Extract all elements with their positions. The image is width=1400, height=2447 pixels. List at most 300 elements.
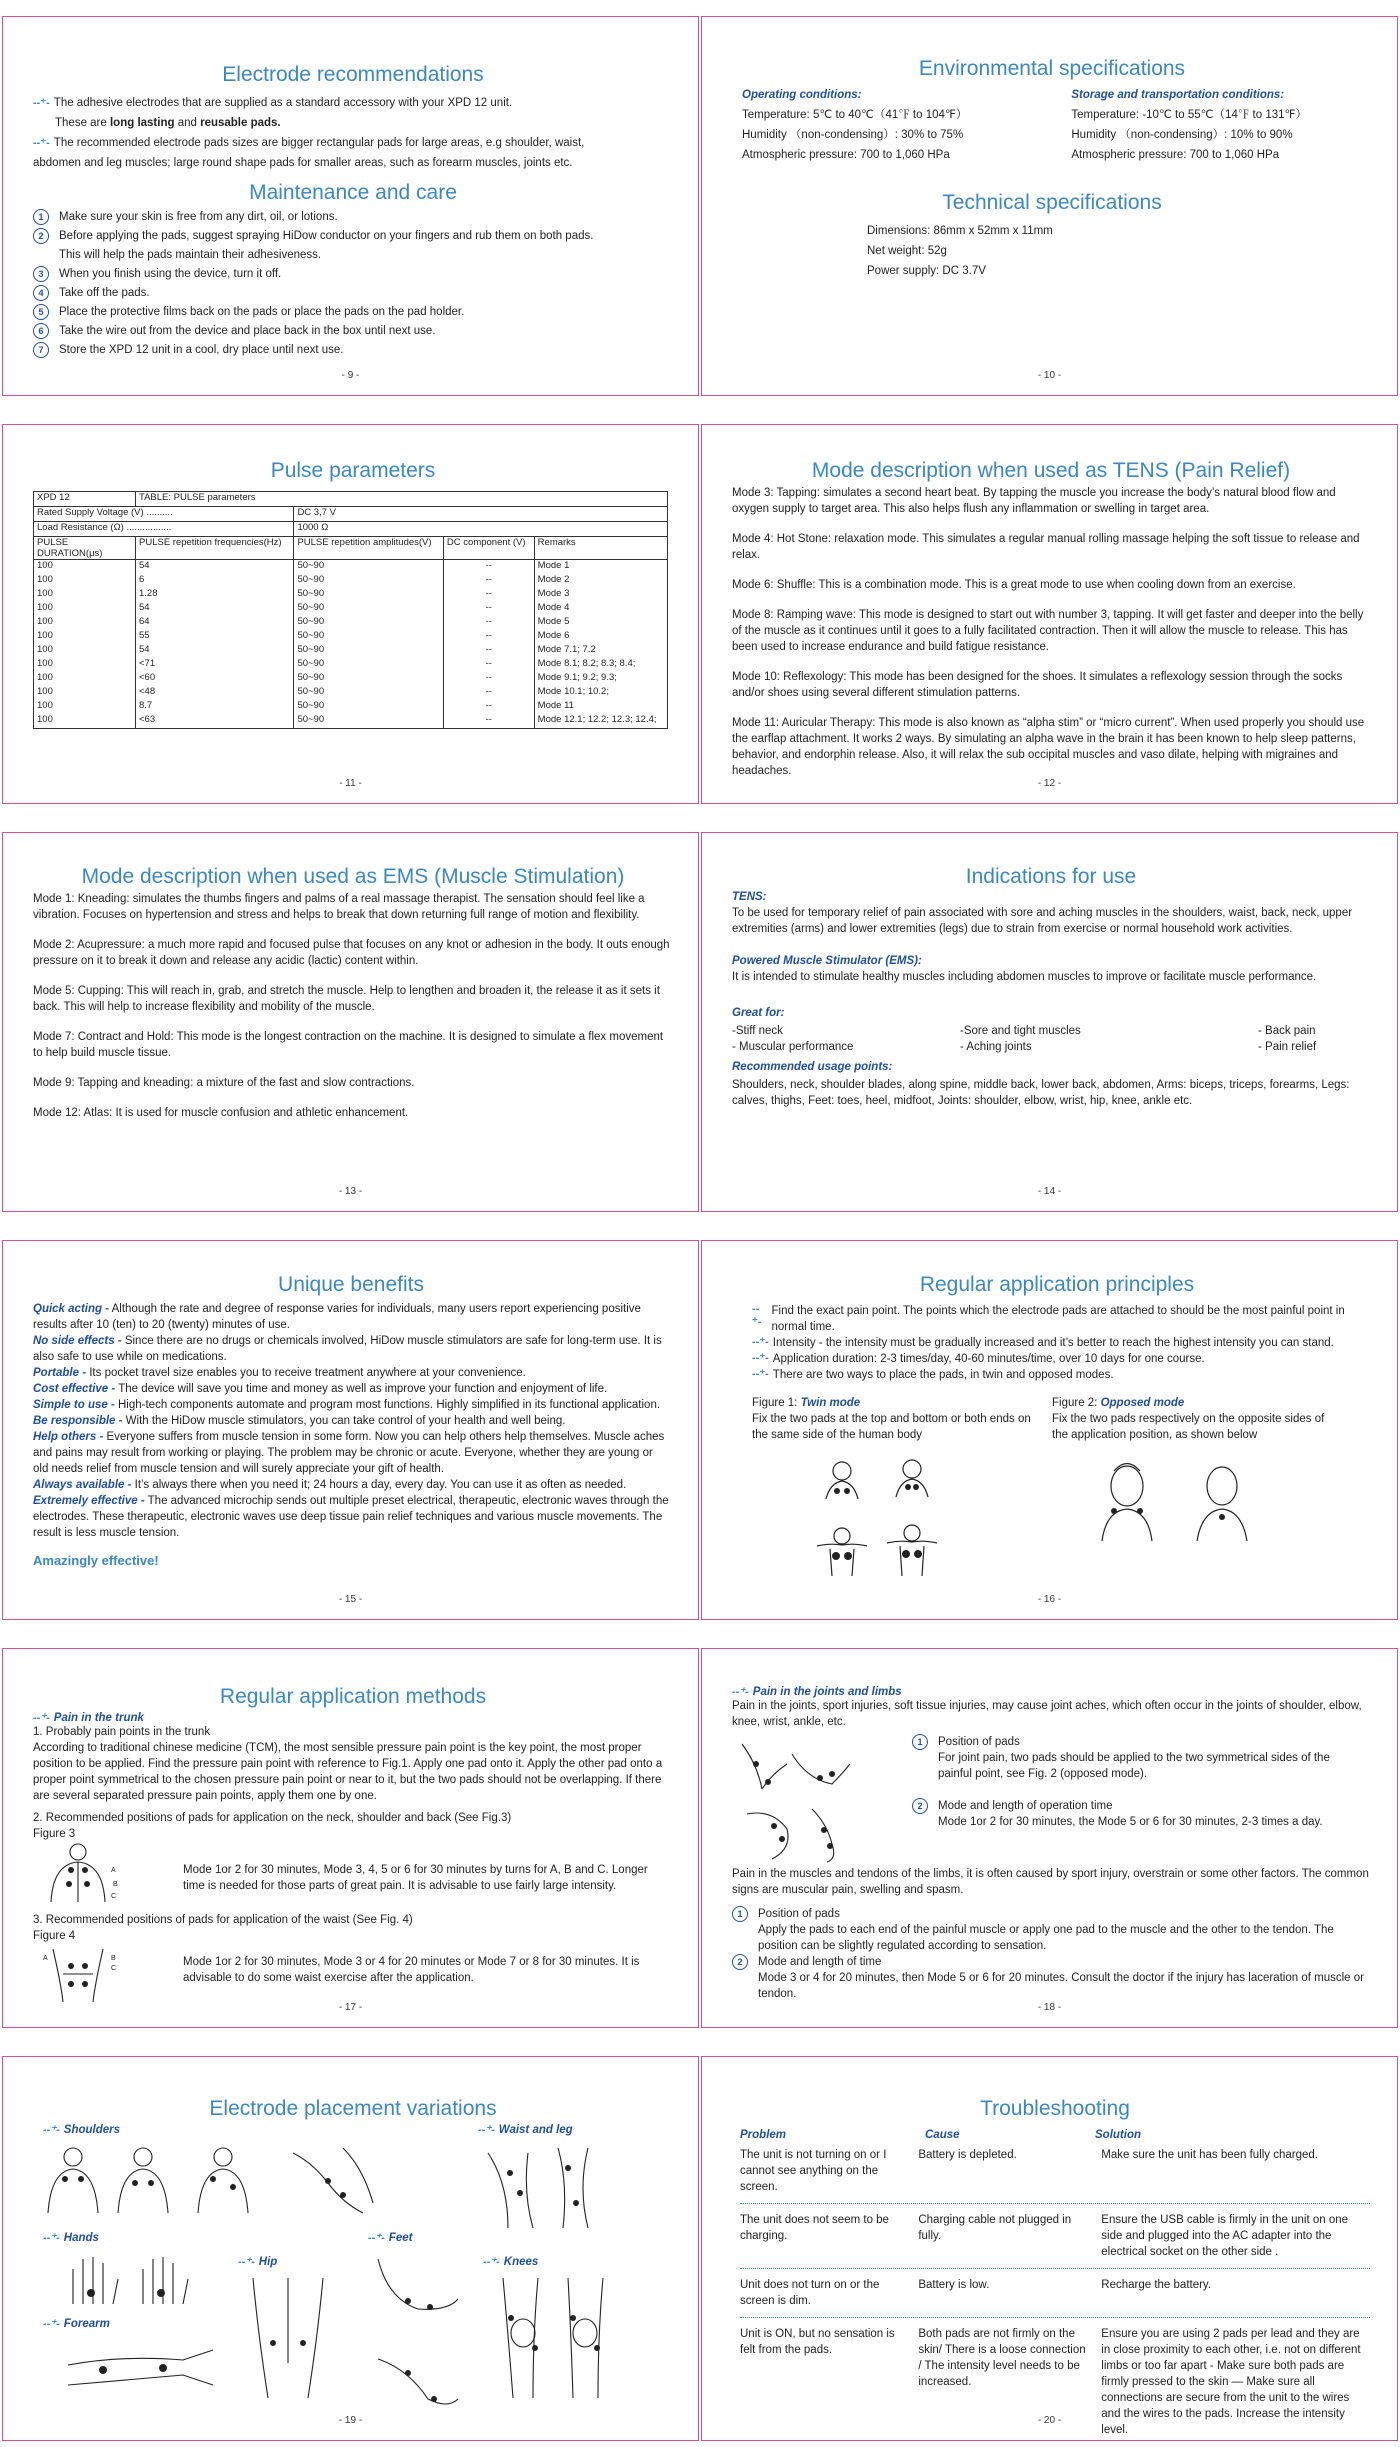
benefit-item xyxy=(33,1365,669,1381)
technical-title: Technical specifications xyxy=(942,191,1162,214)
table-cell: 50~90 xyxy=(294,560,443,575)
benefit-head: Simple to use - xyxy=(33,1399,115,1411)
step-number-icon: 6 xyxy=(33,323,49,339)
table-cell: Mode 12.1; 12.2; 12.3; 12.4; xyxy=(534,714,667,729)
benefit-head: Quick acting - xyxy=(33,1303,110,1315)
cell: DC 3,7 V xyxy=(294,507,668,522)
benefit-item xyxy=(33,1397,669,1413)
column-header: PULSE repetition amplitudes(V) xyxy=(294,537,443,560)
benefit-text: The advanced microchip sends out multiple preset electrical, therapeutic, electronic waves through the electrodes. These therapeutic, electronic waves use deep tissue pain relief techniques and various muscle movements. The result is less muscle tension. xyxy=(33,1495,669,1539)
maintenance-step xyxy=(33,247,673,263)
cell: XPD 12 xyxy=(34,492,136,507)
maintenance-step xyxy=(33,285,673,301)
table-cell: -- xyxy=(443,588,534,602)
step-text: Take off the pads. xyxy=(59,287,150,299)
usage-points-text: Shoulders, neck, shoulder blades, along spine, middle back, lower back, abdomen, Arms: biceps, triceps, forearms, Legs: calves, thighs, Feet: toes, heel, midfoot, Joints: shoulder, elbow, wrist, hip, knee, ankle etc. xyxy=(732,1079,1350,1107)
figure-4-label: Figure 4 xyxy=(33,1930,76,1942)
great-for-item: - Muscular performance xyxy=(732,1041,854,1053)
rec-line-1: --⁺- The adhesive electrodes that are supplied as a standard accessory with your XPD 12 unit. xyxy=(33,97,513,109)
mode-paragraph: Mode 12: Atlas: It is used for muscle confusion and athletic enhancement. xyxy=(33,1107,409,1119)
muscle-item-1: 1 Position of pads Apply the pads to each end of the painful muscle or apply one pad to the muscle and the other to the tendon. The position can be slightly regulated according to sensation. xyxy=(732,1906,1372,1954)
table-cell: 100 xyxy=(34,630,136,644)
environmental-title: Environmental specifications xyxy=(918,57,1186,80)
table-cell: Mode 9.1; 9.2; 9.3; xyxy=(534,672,667,686)
table-cell: Mode 8.1; 8.2; 8.3; 8.4; xyxy=(534,658,667,672)
table-cell: 100 xyxy=(34,714,136,729)
table-cell: 50~90 xyxy=(294,574,443,588)
table-cell: <63 xyxy=(136,714,294,729)
page-number: - 19 - xyxy=(338,2415,363,2426)
waist-leg-figures-icon xyxy=(478,2143,628,2233)
page-13 xyxy=(2,832,699,1212)
row-divider xyxy=(740,2268,1370,2269)
troubleshooting-header xyxy=(740,2129,1370,2141)
table-row xyxy=(34,700,668,714)
table-cell: 50~90 xyxy=(294,630,443,644)
mode-paragraph: Mode 10: Reflexology: This mode has been designed for the shoes. It simulates a reflexology session through the socks and/or shoes using several different stimulation patterns. xyxy=(732,671,1343,699)
mode-paragraph: Mode 5: Cupping: This will reach in, grab, and stretch the muscle. Help to lengthen and broaden it, the release it as it sets it back. This will help to increase flexibility and mobility of the muscle. xyxy=(33,985,660,1013)
benefit-item xyxy=(33,1333,669,1365)
maintenance-title: Maintenance and care xyxy=(249,181,457,204)
feet-label: --⁺- Feet xyxy=(368,2232,413,2244)
tens-head: TENS: xyxy=(732,891,767,903)
joint-figures-icon xyxy=(732,1734,872,1864)
step-text: Before applying the pads, suggest spraying HiDow conductor on your fingers and rub them on both pads. xyxy=(59,230,594,242)
benefit-text: Although the rate and degree of response varies for individuals, many users report experiencing positive results after 10 (ten) to 20 (twenty) minutes of use. xyxy=(33,1303,641,1331)
table-cell: 1.28 xyxy=(136,588,294,602)
table-row xyxy=(34,616,668,630)
trunk-l1-text: According to traditional chinese medicine (TCM), the most sensible pressure pain point is the key point, the most proper position to be applied. Find the pressure pain point with reference to Fig.1. Apply one pad onto it. Apply the other pad onto a proper point symmetrical to the chosen pressure pain point or near to it, but the two pads should not be overlapping. If there are several separated pressure pain points, apply them one by one. xyxy=(33,1742,663,1802)
table-row xyxy=(34,588,668,602)
table-cell: 50~90 xyxy=(294,602,443,616)
spec-dimensions: Dimensions: 86mm x 52mm x 11mm xyxy=(867,225,1053,237)
op-humidity: Humidity （non-condensing）: 30% to 75% xyxy=(742,129,964,141)
ems-text: It is intended to stimulate healthy muscles including abdomen muscles to improve or facilitate muscle performance. xyxy=(732,971,1317,983)
cross-bullet-icon: --⁺- xyxy=(33,97,50,109)
application-methods-title: Regular application methods xyxy=(219,1685,487,1708)
st-pressure: Atmospheric pressure: 700 to 1,060 HPa xyxy=(1071,149,1280,161)
figure-3-label: Figure 3 xyxy=(33,1828,76,1840)
rec-line-1b: These are long lasting and reusable pads. xyxy=(55,117,281,129)
figure-4-text: Mode 1or 2 for 30 minutes, Mode 3 or 4 for 20 minutes or Mode 7 or 8 for 30 minutes. It is advisable to do some waist exercise after the application. xyxy=(183,1956,640,1984)
cross-bullet-icon: --⁺- xyxy=(33,1712,50,1724)
unique-benefits-title: Unique benefits xyxy=(278,1273,424,1296)
mode-paragraph: Mode 8: Ramping wave: This mode is designed to start out with number 3, tapping. It will get faster and deeper into the belly of the muscle as it continues until it goes to a fully facilitated contraction. Then it will allow the muscle to release. This has been used to increase endurance and build fatigue resistance. xyxy=(732,609,1364,653)
table-cell: <48 xyxy=(136,686,294,700)
table-cell: 100 xyxy=(34,574,136,588)
table-cell: 100 xyxy=(34,602,136,616)
fig1-caption: Figure 1: Twin mode xyxy=(752,1397,861,1409)
troubleshooting-cell: Both pads are not firmly on the skin/ There is a loose connection / The intensity level needs to be increased. xyxy=(918,2328,1086,2388)
column-header: PULSE DURATION(μs) xyxy=(34,537,136,560)
benefit-head: Cost effective - xyxy=(33,1383,116,1395)
page-16 xyxy=(701,1240,1398,1620)
maintenance-step xyxy=(33,323,673,339)
table-header-row xyxy=(34,537,668,560)
troubleshooting-cell: The unit is not turning on or I cannot see anything on the screen. xyxy=(740,2149,887,2193)
benefit-item xyxy=(33,1429,669,1477)
table-cell: 100 xyxy=(34,672,136,686)
page-number: - 15 - xyxy=(338,1594,363,1605)
spec-power: Power supply: DC 3.7V xyxy=(867,265,986,277)
table-cell: Mode 10.1; 10.2; xyxy=(534,686,667,700)
table-cell: 100 xyxy=(34,644,136,658)
benefit-text: The device will save you time and money as well as improve your function and enjoyment of life. xyxy=(115,1383,608,1395)
cell: Load Resistance (Ω) ................. xyxy=(34,522,294,537)
page-number: - 10 - xyxy=(1037,370,1062,381)
table-cell: -- xyxy=(443,686,534,700)
number-1-icon: 1 xyxy=(732,1906,748,1922)
shoulders-figures-icon xyxy=(43,2143,423,2223)
step-number-icon: 7 xyxy=(33,342,49,358)
troubleshooting-cell: Charging cable not plugged in fully. xyxy=(918,2214,1072,2242)
page-number: - 14 - xyxy=(1037,1186,1062,1197)
indications-title: Indications for use xyxy=(965,865,1137,888)
table-cell: 50~90 xyxy=(294,714,443,729)
cross-bullet-icon: --⁺- xyxy=(752,1336,769,1348)
pulse-table xyxy=(33,491,668,729)
rec-line-2b: abdomen and leg muscles; large round shape pads for smaller areas, such as forearm muscles, joints etc. xyxy=(33,157,573,169)
operating-conditions-head: Operating conditions: xyxy=(742,89,862,101)
maintenance-step xyxy=(33,342,673,358)
hands-figures-icon xyxy=(63,2249,213,2309)
svg-text:B: B xyxy=(113,1881,118,1888)
benefit-text: It’s always there when you need it; 24 hours a day, every day. You can use it as often as needed. xyxy=(131,1479,627,1491)
step-text: Place the protective films back on the pads or place the pads on the pad holder. xyxy=(59,306,465,318)
page-14 xyxy=(701,832,1398,1212)
table-row xyxy=(34,574,668,588)
col-cause: Cause xyxy=(925,2129,960,2141)
troubleshooting-rows xyxy=(740,2147,1370,2438)
page-number: - 9 - xyxy=(341,370,360,381)
rec-line-2: --⁺- The recommended electrode pads sizes are bigger rectangular pads for large areas, e.g shoulder, waist, xyxy=(33,137,585,149)
cell: TABLE: PULSE parameters xyxy=(136,492,668,507)
trunk-l1: 1. Probably pain points in the trunk xyxy=(33,1726,211,1738)
benefit-item xyxy=(33,1477,669,1493)
cross-bullet-icon: --⁺- xyxy=(33,137,50,149)
table-cell: 100 xyxy=(34,560,136,575)
benefit-head: Always available - xyxy=(33,1479,132,1491)
great-for-row xyxy=(732,1023,1370,1039)
table-cell: Mode 7.1; 7.2 xyxy=(534,644,667,658)
shoulders-label: --⁺- Shoulders xyxy=(43,2124,121,2136)
table-cell: -- xyxy=(443,560,534,575)
svg-text:C: C xyxy=(111,1893,117,1900)
cross-bullet-icon: --⁺- xyxy=(732,1686,749,1698)
table-cell: 100 xyxy=(34,588,136,602)
table-row xyxy=(34,714,668,729)
maintenance-step xyxy=(33,209,673,225)
svg-text:B: B xyxy=(111,1955,116,1962)
joint-item-2: 2 Mode and length of operation time Mode 1or 2 for 30 minutes, the Mode 5 or 6 for 30 minutes, 2-3 times a day. xyxy=(912,1798,1362,1830)
principles-list xyxy=(752,1303,1362,1383)
ems-head: Powered Muscle Stimulator (EMS): xyxy=(732,955,922,967)
page-10 xyxy=(701,16,1398,396)
troubleshooting-cell: The unit does not seem to be charging. xyxy=(740,2214,889,2242)
maintenance-steps xyxy=(33,209,673,358)
page-12 xyxy=(701,424,1398,804)
muscles-intro: Pain in the muscles and tendons of the limbs, it is often caused by sport injury, overstrain or some other factors. The common signs are muscular pain, swelling and spasm. xyxy=(732,1868,1369,1896)
page-11 xyxy=(2,424,699,804)
number-1-icon: 1 xyxy=(912,1734,928,1750)
table-cell: -- xyxy=(443,644,534,658)
step-number-icon: 5 xyxy=(33,304,49,320)
principle-item xyxy=(752,1303,1362,1335)
troubleshooting-cell: Ensure the USB cable is firmly in the unit on one side and plugged into the AC adapter into the electrical socket on the other side . xyxy=(1101,2214,1349,2258)
benefit-item xyxy=(33,1413,669,1429)
knees-label: --⁺- Knees xyxy=(483,2256,539,2268)
mode-paragraph: Mode 6: Shuffle: This is a combination mode. This is a great mode to use when cooling down from an exercise. xyxy=(732,579,1296,591)
great-for-item: - Pain relief xyxy=(1258,1041,1317,1053)
step-number-icon: 2 xyxy=(33,228,49,244)
benefit-head: No side effects - xyxy=(33,1335,122,1347)
muscle-item-2: 2 Mode and length of time Mode 3 or 4 for 20 minutes, then Mode 5 or 6 for 20 minutes. Consult the doctor if the injury has laceration of muscle or tendon. xyxy=(732,1954,1372,2002)
electrode-recommendations-title: Electrode recommendations xyxy=(222,63,484,86)
joints-sub: --⁺- Pain in the joints and limbs xyxy=(732,1686,902,1698)
back-figure-icon xyxy=(33,1842,133,1908)
table-row xyxy=(34,602,668,616)
step-number-icon: 4 xyxy=(33,285,49,301)
troubleshooting-row xyxy=(740,2277,1370,2309)
page-number: - 18 - xyxy=(1037,2002,1062,2013)
feet-figures-icon xyxy=(368,2249,468,2419)
column-header: DC component (V) xyxy=(443,537,534,560)
st-temp: Temperature: -10℃ to 55℃（14℉ to 131℉） xyxy=(1071,109,1307,121)
amazingly-effective: Amazingly effective! xyxy=(33,1553,159,1568)
page-20 xyxy=(701,2056,1398,2441)
twin-mode-figures-icon xyxy=(812,1451,1012,1586)
table-cell: Mode 1 xyxy=(534,560,667,575)
table-cell: -- xyxy=(443,672,534,686)
mode-paragraph: Mode 9: Tapping and kneading: a mixture of the fast and slow contractions. xyxy=(33,1077,415,1089)
mode-paragraph: Mode 11: Auricular Therapy: This mode is also known as “alpha stim” or “micro current”. When used properly you should use the earflap attachment. It works 2 ways. By simulating an alpha wave in the brain it has been known to help sleep patterns, behavior, and endorphin release. Also, it will relax the sub occipital muscles and vaso dilate, helping with migraines and headaches. xyxy=(732,717,1365,777)
page-17 xyxy=(2,1648,699,2028)
number-2-icon: 2 xyxy=(732,1954,748,1970)
step-number-icon: 1 xyxy=(33,209,49,225)
page-15 xyxy=(2,1240,699,1620)
table-cell: -- xyxy=(443,630,534,644)
table-row xyxy=(34,686,668,700)
cell: Rated Supply Voltage (V) .......... xyxy=(34,507,294,522)
spec-weight: Net weight: 52g xyxy=(867,245,947,257)
tens-text: To be used for temporary relief of pain associated with sore and aching muscles in the shoulders, waist, back, neck, upper extremities (arms) and lower extremities (legs) due to strain from exercise or normal household work activities. xyxy=(732,907,1353,935)
page-9 xyxy=(2,16,699,396)
pulse-parameters-title: Pulse parameters xyxy=(270,459,436,482)
principle-text: There are two ways to place the pads, in twin and opposed modes. xyxy=(772,1369,1114,1381)
svg-text:A: A xyxy=(43,1955,48,1962)
benefit-text: Since there are no drugs or chemicals involved, HiDow muscle stimulators are safe for long-term use. It is also safe to use while on medications. xyxy=(33,1335,662,1363)
troubleshooting-cell: Make sure the unit has been fully charged. xyxy=(1101,2149,1318,2161)
table-cell: <60 xyxy=(136,672,294,686)
ems-mode-title: Mode description when used as EMS (Muscle Stimulation) xyxy=(81,865,625,888)
great-for-row xyxy=(732,1039,1370,1055)
fig2-text: Fix the two pads respectively on the opposite sides of the application position, as shown below xyxy=(1052,1413,1325,1441)
page-18 xyxy=(701,1648,1398,2028)
forearm-figure-icon xyxy=(63,2335,223,2415)
table-cell: Mode 3 xyxy=(534,588,667,602)
mode-paragraph: Mode 2: Acupressure: a much more rapid and focused pulse that focuses on any knot or adhesion in the body. It outs enough pressure on it to break it down and release any acidic (lactic) content within. xyxy=(33,939,670,967)
maintenance-step xyxy=(33,266,673,282)
troubleshooting-cell: Recharge the battery. xyxy=(1101,2279,1212,2291)
fig2-caption: Figure 2: Opposed mode xyxy=(1052,1397,1185,1409)
forearm-label: --⁺- Forearm xyxy=(43,2318,110,2330)
great-for-item: - Back pain xyxy=(1258,1025,1316,1037)
principle-text: Intensity - the intensity must be gradually increased and it’s better to reach the highest intensity you can stand. xyxy=(772,1337,1334,1349)
troubleshooting-cell: Battery is low. xyxy=(918,2279,990,2291)
benefit-head: Portable - xyxy=(33,1367,87,1379)
mode-paragraph: Mode 1: Kneading: simulates the thumbs fingers and palms of a real massage therapist. The sensation should feel like a vibration. Focuses on hypertension and stress and helps to break that down returning full range of motion and flexibility. xyxy=(33,893,645,921)
page-number: - 13 - xyxy=(338,1186,363,1197)
mode-paragraph: Mode 4: Hot Stone: relaxation mode. This simulates a regular manual rolling massage helping the soft tissue to release and relax. xyxy=(732,533,1360,561)
storage-conditions-head: Storage and transportation conditions: xyxy=(1071,89,1285,101)
step-number-icon: 3 xyxy=(33,266,49,282)
table-cell: 54 xyxy=(136,560,294,575)
joints-intro: Pain in the joints, sport injuries, soft tissue injuries, may cause joint aches, which often occur in the joints of shoulder, elbow, knee, wrist, ankle, etc. xyxy=(732,1700,1362,1728)
benefit-text: With the HiDow muscle stimulators, you can take control of your health and well being. xyxy=(122,1415,566,1427)
svg-text:C: C xyxy=(111,1965,117,1972)
principle-text: Find the exact pain point. The points which the electrode pads are attached to should be the most painful point in normal time. xyxy=(771,1305,1345,1333)
benefit-text: High-tech components automate and program most functions. Highly simplified in its functional application. xyxy=(114,1399,661,1411)
table-cell: 6 xyxy=(136,574,294,588)
maintenance-step xyxy=(33,228,673,244)
figure-2 xyxy=(1052,1395,1352,1591)
table-cell: Mode 6 xyxy=(534,630,667,644)
benefit-head: Help others - xyxy=(33,1431,104,1443)
great-for-head: Great for: xyxy=(732,1007,785,1019)
troubleshooting-cell: Unit is ON, but no sensation is felt from the pads. xyxy=(740,2328,895,2356)
page-number: - 12 - xyxy=(1037,778,1062,789)
tens-mode-title: Mode description when used as TENS (Pain Relief) xyxy=(811,459,1291,482)
row-divider xyxy=(740,2203,1370,2204)
knees-figures-icon xyxy=(483,2273,623,2403)
hands-label: --⁺- Hands xyxy=(43,2232,99,2244)
figure-1 xyxy=(752,1395,1052,1591)
figure-3-text: Mode 1or 2 for 30 minutes, Mode 3, 4, 5 or 6 for 30 minutes by turns for A, B and C. Longer time is needed for those parts of great pain. It is advisable to use fairly large intensity. xyxy=(183,1864,648,1892)
table-cell: 64 xyxy=(136,616,294,630)
trunk-sub: --⁺- Pain in the trunk xyxy=(33,1712,144,1724)
table-cell: <71 xyxy=(136,658,294,672)
step-text: Store the XPD 12 unit in a cool, dry place until next use. xyxy=(59,344,344,356)
table-cell: 100 xyxy=(34,658,136,672)
mode-paragraph: Mode 7: Contract and Hold: This mode is the longest contraction on the machine. It is designed to simulate a flex movement to help build muscle tissue. xyxy=(33,1031,664,1059)
benefit-item xyxy=(33,1493,669,1541)
table-cell: Mode 5 xyxy=(534,616,667,630)
trunk-l2: 2. Recommended positions of pads for application on the neck, shoulder and back (See Fig.3) xyxy=(33,1812,512,1824)
table-cell: Mode 2 xyxy=(534,574,667,588)
row-divider xyxy=(740,2317,1370,2318)
svg-text:A: A xyxy=(111,1867,116,1874)
table-cell: 55 xyxy=(136,630,294,644)
page-number: - 16 - xyxy=(1037,1594,1062,1605)
table-row xyxy=(34,644,668,658)
table-cell: 50~90 xyxy=(294,686,443,700)
principle-item xyxy=(752,1351,1362,1367)
great-for-list xyxy=(732,1023,1370,1055)
table-row xyxy=(34,560,668,575)
table-cell: -- xyxy=(443,700,534,714)
table-cell: -- xyxy=(443,574,534,588)
waist-leg-label: --⁺- Waist and leg xyxy=(478,2124,573,2136)
troubleshooting-title: Troubleshooting xyxy=(980,2097,1130,2120)
op-temp: Temperature: 5℃ to 40℃（41℉ to 104℉） xyxy=(742,109,968,121)
table-cell: 50~90 xyxy=(294,588,443,602)
col-solution: Solution xyxy=(1095,2129,1141,2141)
st-humidity: Humidity （non-condensing）: 10% to 90% xyxy=(1071,129,1293,141)
benefit-head: Be responsible - xyxy=(33,1415,123,1427)
cross-bullet-icon: --⁺- xyxy=(752,1352,769,1364)
table-cell: Mode 4 xyxy=(534,602,667,616)
table-cell: 8.7 xyxy=(136,700,294,714)
troubleshooting-row xyxy=(740,2147,1370,2195)
step-text: When you finish using the device, turn it off. xyxy=(59,268,282,280)
step-text: Make sure your skin is free from any dirt, oil, or lotions. xyxy=(59,211,338,223)
table-body xyxy=(34,560,668,729)
table-cell: 54 xyxy=(136,644,294,658)
benefit-item xyxy=(33,1381,669,1397)
usage-points-head: Recommended usage points: xyxy=(732,1061,893,1073)
table-row xyxy=(34,630,668,644)
table-cell: Mode 11 xyxy=(534,700,667,714)
cell: 1000 Ω xyxy=(294,522,668,537)
benefit-item xyxy=(33,1301,669,1333)
great-for-item: - Aching joints xyxy=(960,1041,1032,1053)
page-number: - 17 - xyxy=(338,2002,363,2013)
table-cell: 100 xyxy=(34,686,136,700)
opposed-mode-figures-icon xyxy=(1092,1451,1292,1561)
application-principles-title: Regular application principles xyxy=(919,1273,1195,1296)
op-pressure: Atmospheric pressure: 700 to 1,060 HPa xyxy=(742,149,950,161)
waist-figure-icon xyxy=(33,1944,133,2004)
placement-variations-title: Electrode placement variations xyxy=(209,2097,497,2120)
great-for-item: -Stiff neck xyxy=(732,1025,783,1037)
step-text: Take the wire out from the device and place back in the box until next use. xyxy=(59,325,436,337)
table-cell: 100 xyxy=(34,700,136,714)
tens-modes xyxy=(732,485,1370,779)
joint-item-1: 1 Position of pads For joint pain, two pads should be applied to the two symmetrical sides of the painful point, see Fig. 2 (opposed mode). xyxy=(912,1734,1362,1782)
table-cell: 50~90 xyxy=(294,644,443,658)
page-number: - 20 - xyxy=(1037,2415,1062,2426)
table-cell: -- xyxy=(443,616,534,630)
table-cell: -- xyxy=(443,658,534,672)
table-cell: 100 xyxy=(34,616,136,630)
table-cell: 50~90 xyxy=(294,658,443,672)
table-cell: 50~90 xyxy=(294,700,443,714)
column-header: Remarks xyxy=(534,537,667,560)
table-cell: 50~90 xyxy=(294,616,443,630)
troubleshooting-cell: Ensure you are using 2 pads per lead and they are in close proximity to each other, i.e. not on different limbs or too far apart - Make sure both pads are firmly pressed to the skin — Make sure all connections are secure from the unit to the wires and the wires to the pads. Increase the intensity level. xyxy=(1101,2328,1361,2436)
table-row xyxy=(34,658,668,672)
table-cell: 50~90 xyxy=(294,672,443,686)
great-for-item: -Sore and tight muscles xyxy=(960,1025,1081,1037)
page-19 xyxy=(2,2056,699,2441)
principle-item xyxy=(752,1367,1362,1383)
step-text: This will help the pads maintain their adhesiveness. xyxy=(59,249,322,261)
hip-figure-icon xyxy=(243,2273,333,2403)
col-problem: Problem xyxy=(740,2129,787,2141)
table-cell: -- xyxy=(443,602,534,616)
page-number: - 11 - xyxy=(339,778,362,789)
troubleshooting-row xyxy=(740,2212,1370,2260)
table-row xyxy=(34,672,668,686)
cross-bullet-icon: --⁺- xyxy=(752,1303,762,1328)
number-2-icon: 2 xyxy=(912,1798,928,1814)
mode-paragraph: Mode 3: Tapping: simulates a second heart beat. By tapping the muscle you increase the body’s natural blood flow and oxygen supply to target area. This also helps flush any inflammation or swelling in target area. xyxy=(732,487,1336,515)
cross-bullet-icon: --⁺- xyxy=(752,1368,769,1380)
fig1-text: Fix the two pads at the top and bottom or both ends on the same side of the human body xyxy=(752,1413,1031,1441)
table-cell: -- xyxy=(443,714,534,729)
principle-item xyxy=(752,1335,1362,1351)
troubleshooting-cell: Unit does not turn on or the screen is dim. xyxy=(740,2279,880,2307)
